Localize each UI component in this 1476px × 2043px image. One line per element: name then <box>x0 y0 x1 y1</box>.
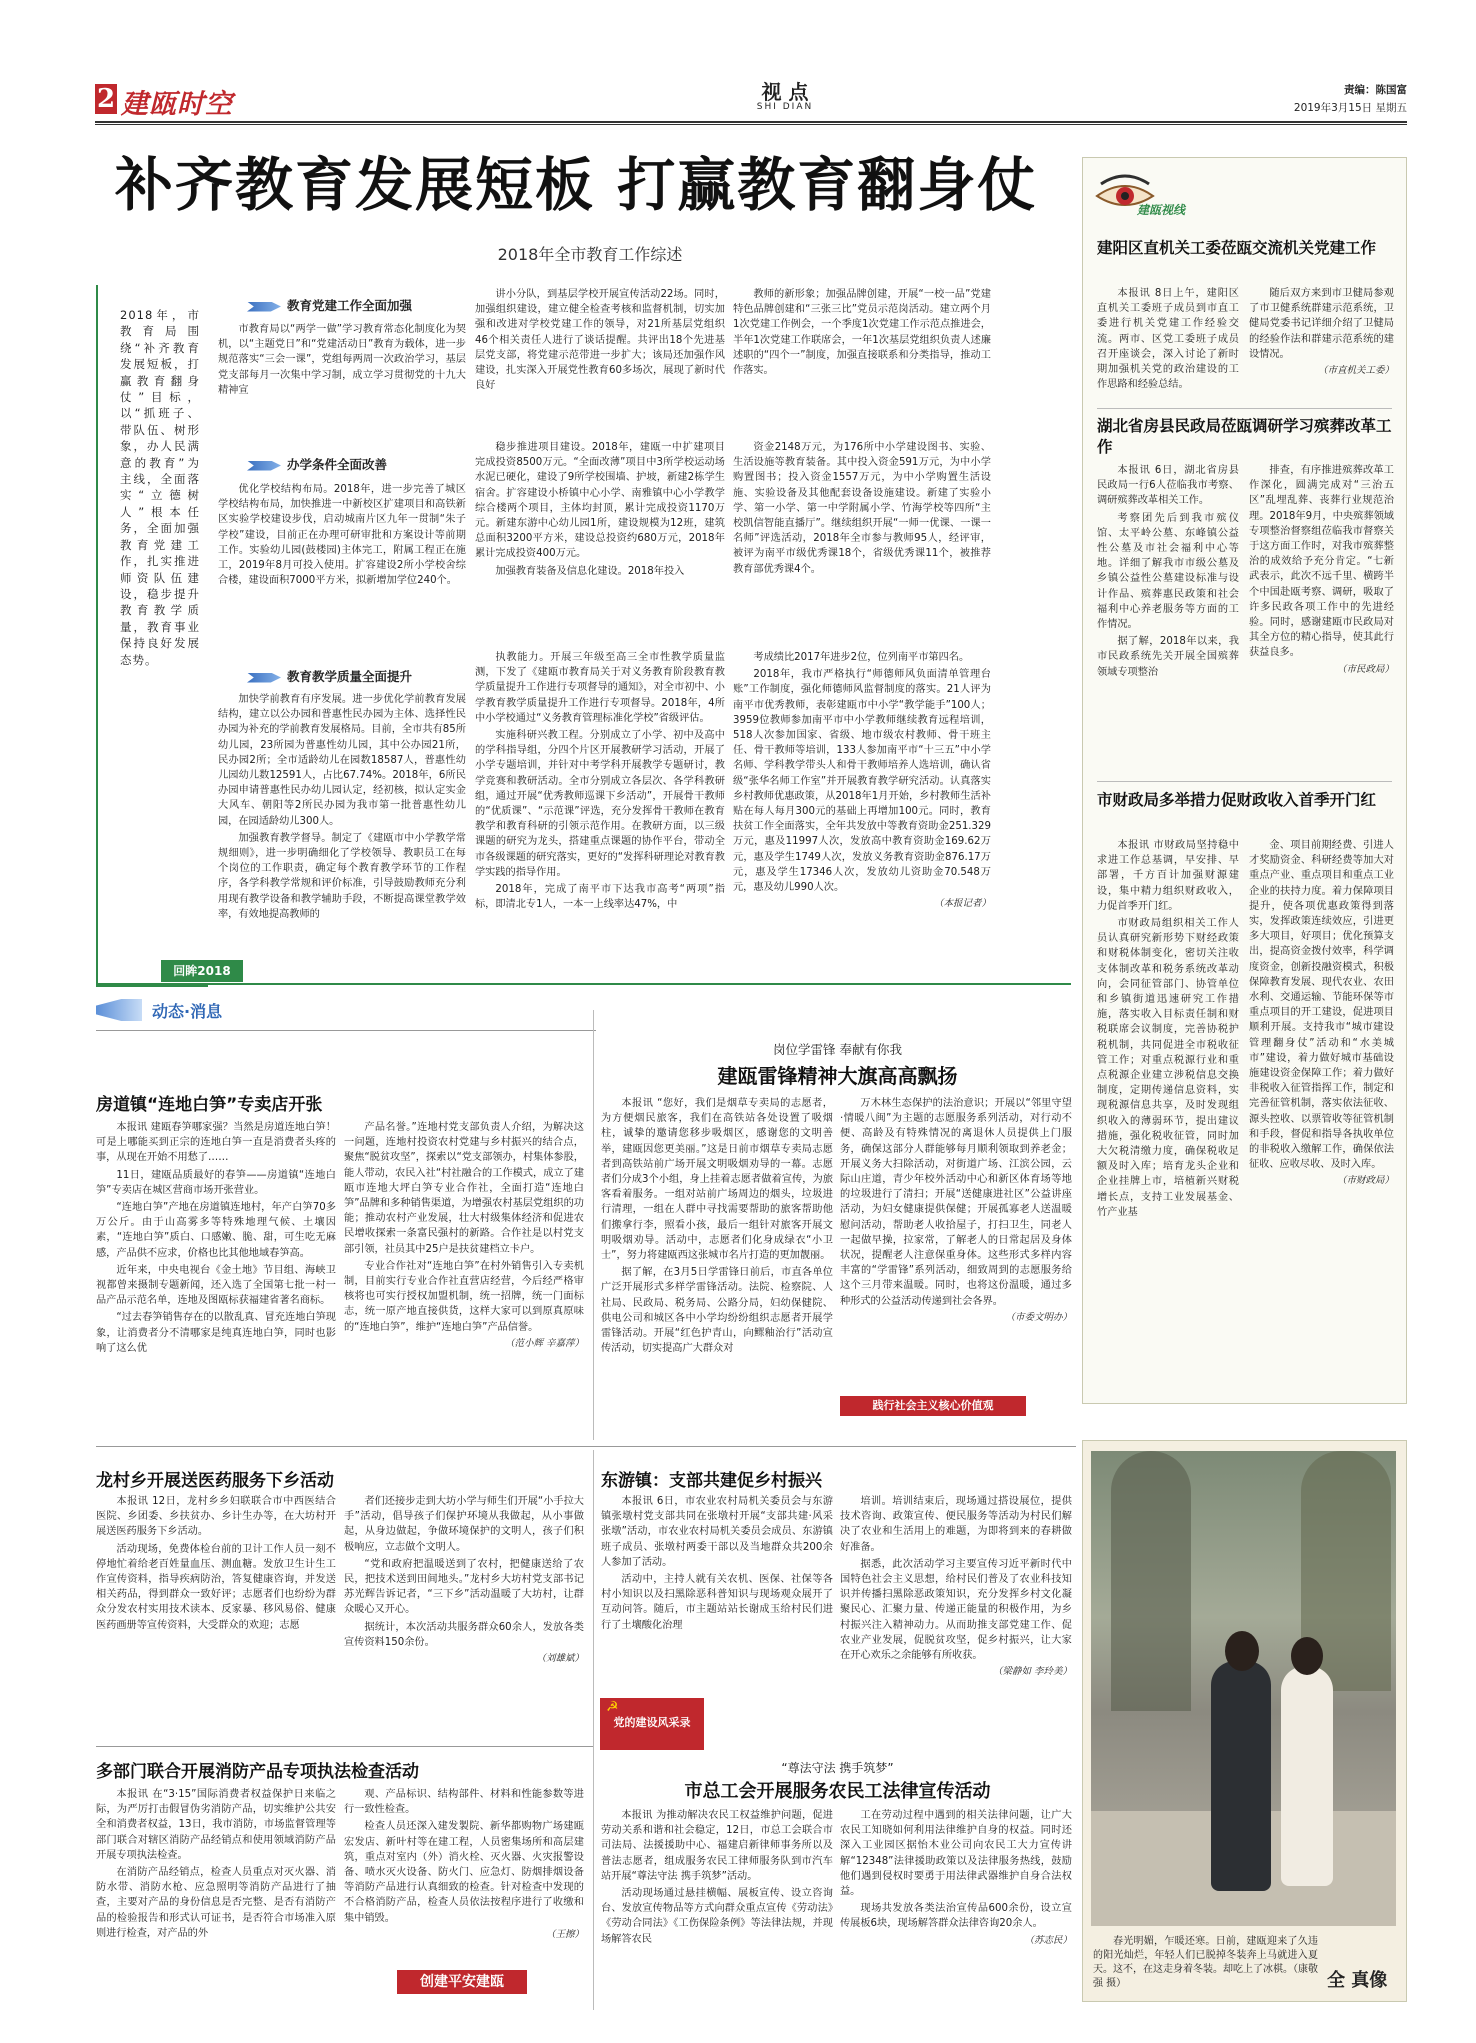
dongyou-badge: ☭ 党的建设风采录 <box>600 1698 704 1750</box>
leifeng-title: 建瓯雷锋精神大旗高高飘扬 <box>717 1064 958 1088</box>
dongyou-body-2: 培训。培训结束后，现场通过搭设展位，提供技术咨询、政策宣传、便民服务等活动为村民们解决了农业和生活用上的难题，为即将到来的春耕做好准备。 据悉，此次活动学习主要宣传习近平新时代中国特色社会主义思想，给村民们普及了农业科技知识并传播扫黑除恶政策知识，充分发挥乡村文化凝聚民心、汇聚力量、传递正能量的积极作用，为乡村振兴注入精神动力。从而助推支部党建工作、促农业产业发展，促脱贫攻坚，促乡村振兴，让大家在开心欢乐之余能够有所收获。 （梁静如 李玲美） <box>840 1496 1072 1678</box>
lead-col-b: 讲小分队，到基层学校开展宣传活动22场。同时，加强组织建设，建立健全检查考核和监督机制，切实加强和改进对学校党建工作的领导，对21所基层党组织46个相关责任人进行了谈话提醒。共评出18个先进基层党支部，将党建示范带进一步扩大；该局还加强作风建设，扎实深入开展党性教育60多场次，展现了新时代良好 <box>475 289 725 392</box>
fangdao-body-2: 产品名誉。”连地村党支部负责人介绍，为解决这一问题，连地村投资农村党建与乡村振兴的结合点，聚焦“脱贫攻坚”，探索以“党支部领办，村集体参股，能人带动，农民入社“村社融合的工作模式，成立了建瓯市连地大坪白笋专业合作社，全面打造“连地白笋”品牌和多种销售渠道，为增强农村基层党组织的功能；推动农村产业发展，壮大村级集体经济和促进农民增收探索一条富民强村的新路。合作社是以村党支部引领，社员其中25户是扶贫建档立卡户。 专业合作社对“连地白笋”在村外销售引入专卖机制，目前实行专业合作社直营店经营，今后经严格审核将也可实行授权加盟机制，统一招牌，统一门面标志，统一原产地直接供货，这样大家可以到原真原味的“连地白笋”，维护“连地白笋”产品信誉。 （范小辉 辛嘉萍） <box>344 1122 584 1349</box>
sidebar-article-3-title: 市财政局多举措力促财政收入首季开门红 <box>1097 791 1377 809</box>
lead-section-heading-3: 教育教学质量全面提升 <box>247 667 412 685</box>
sidebar-divider <box>1097 408 1392 409</box>
dongyou-body-1: 本报讯 6日，市农业农村局机关委员会与东游镇张墩村党支部共同在张墩村开展“支部共建·风采张墩”活动，市农业农村局机关委员会成员、东游镇班子成员、张墩村两委干部以及当地群众共200余人参加了活动。 活动中，主持人就有关农机、医保、社保等各村小知识以及扫黑除恶科普知识与现场观众展开了互动问答。随后，市主题站站长谢成玉给村民们进行了土壤酸化治理 <box>601 1496 833 1631</box>
union-title: 市总工会开展服务农民工法律宣传活动 <box>684 1781 991 1802</box>
fire-body-1: 本报讯 在“3·15”国际消费者权益保护日来临之际，为严厉打击假冒伪劣消防产品，切实维护公共安全和消费者权益，13日，我市消防，市场监督管理等部门联合对辖区消防产品经销点和使用领域消防产品开展专项执法检查。 在消防产品经销点，检查人员重点对灭火器、消防水带、消防水枪、应急照明等消防产品进行了抽查，主要对产品的身份信息是否完整、是否有消防产品的检验报告和形式认可证书，是否符合市场准入原则进行检查，对产品的外 <box>96 1789 336 1939</box>
fangdao-title: 房道镇“连地白笋”专卖店开张 <box>96 1095 323 1115</box>
person-figure <box>1211 1661 1271 1891</box>
fangdao-body-1: 本报讯 建瓯春笋哪家强？当然是房道连地白笋！可是上哪能买到正宗的连地白笋一直是消费者头疼的事，从现在开始不用愁了…… 11日，建瓯品质最好的春笋——房道镇“连地白笋”专卖店在城区营商市场开张营业。 “连地白笋”产地在房道镇连地村，年产白笋70多万公斤。由于山高雾多等特殊地理气候、土壤因素，“连地白笋”质白、口感嫩、脆、甜，可生吃无麻感，产品供不应求，价格也比其他地域春笋高。 近年来，中央电视台《金土地》节目组、海峡卫视都曾来摄制专题新闻，还入选了全国第七批一村一品产品示范名单，连地及图瓯标获福建省著名商标。 “过去春笋销售存在的以散乱真、冒充连地白笋现象，让消费者分不清哪家是纯真连地白笋，同时也影响了这么优 <box>96 1122 336 1354</box>
arrow-icon <box>247 673 281 683</box>
editor-line: 责编：陈国富 <box>1344 84 1407 96</box>
lead-section-heading-1: 教育党建工作全面加强 <box>247 296 412 314</box>
party-emblem-icon: ☭ <box>606 1699 619 1715</box>
review-badge <box>161 960 243 982</box>
page-number-badge <box>95 84 117 114</box>
leifeng-kicker: 岗位学雷锋 奉献有你我 <box>773 1042 902 1057</box>
leifeng-body-1: 本报讯 “您好，我们是烟草专卖局的志愿者，为方便烟民旅客，我们在高铁站各处设置了吸烟柱，诚挚的邀请您移步吸烟区，感谢您的文明善举，建瓯因您更美丽。”这是日前市烟草专卖局志愿者到高铁站前广场开展文明吸烟劝导的一幕。志愿者们分成3个小组，身上挂着志愿者做着宣传，为旅客看着服务。一组对站前广场周边的烟头，垃圾进行清理，一组在人群中寻找需要帮助的旅客帮助他们搬拿行李，照看小孩，最后一组针对旅客开展文明吸烟劝导。活动中，志愿者们化身成绿衣“小卫士”，努力将建瓯西这张城市名片打造的更加靓丽。 据了解，在3月5日学雷锋日前后，市直各单位广泛开展形式多样学雷锋活动。法院、检察院、人社局、民政局、税务局、公路分局，妇幼保健院、供电公司和城区各中小学均纷纷组织志愿者开展学雷锋活动。开展“红色护青山，向鳏釉治行”活动宣传活动，切实提高广大群众对 <box>601 1098 833 1355</box>
lead-col-c3: 考成绩比2017年进步2位，位列南平市第四名。 2018年，我市严格执行“师德师风负面清单管理台账”工作制度，强化师德师风监督制度的落实。21人评为南平市优秀教师，表彰建瓯市中小学“教学能手”100人；3959位教师参加南平市中小学教师继续教育远程培训，518人次参加国家、省级、地市级农村教师、骨干班主任、骨干教师等培训，133人参加南平市“十三五”中小学名师、学科教学带头人和骨干教师培养人选培训，确认省级“张华名师工作室”并开展教育教学研究活动。认真落实乡村教师优惠政策，从2018年1月开始，乡村教师生活补贴在每人每月300元的基础上再增加100元。同时，教育扶贫工作全面落实，全年共发放中等教育资助金251.329万元，惠及11997人次，发放高中教育资助金169.62万元，惠及学生1749人次，发放义务教育资助金876.17万元，惠及学生17346人次，发放幼儿资助金70.548万元，惠及幼儿990人次。 （本报记者） <box>733 652 991 910</box>
lead-col-a: 市教育局以“两学一做”学习教育常态化制度化为契机，以“主题党日”和“党建活动日”教育为载体，进一步规范落实“三会一课”，党组每两周一次政治学习，基层党支部每月一次集中学习制，成立学习贯彻党的十九大精神宣 <box>218 324 466 396</box>
leifeng-banner: 践行社会主义核心价值观 <box>840 1396 1026 1416</box>
sidebar-article-3-body-2: 金、项目前期经费、引进人才奖励资金、科研经费等加大对重点产业、重点项目和重点工业企业的扶持力度。着力保障项目提升，使各项优惠政策得到落实，发挥政策连续效应，引进更多大项目，好项目；优化预算支出，提高资金拨付效率，科学调度资金，创新投融资模式，积极保障教育发展、现代农业、农田水利、交通运输、节能环保等市重点项目的开工建设，促进项目顺利开展。支持我市“城市建设管理翻身仗”活动和“水美城市”建设，着力做好城市基础设施建设资金保障工作；着力做好非税收入征管指挥工作，制定和完善征管机制，落实依法征收、源头控收、以票管收等征管机制和手段，督促和指导各执收单位的非税收入缴解工作，确保依法征收、应收尽收、及时入库。 （市财政局） <box>1249 840 1394 1187</box>
fire-title: 多部门联合开展消防产品专项执法检查活动 <box>96 1762 419 1782</box>
column-divider <box>593 1450 594 2010</box>
person-head <box>1291 1637 1323 1675</box>
lead-intro-box <box>96 285 208 987</box>
masthead-rule-thin <box>95 124 1407 125</box>
section-title: 视 点 <box>761 80 809 104</box>
union-body-1: 本报讯 为推动解决农民工权益维护问题，促进劳动关系和谐和社会稳定，12日，市总工会联合市司法局、法援援助中心、福建启新律师事务所以及普法志愿者，组成服务农民工律师服务队到市汽车站开展“尊法守法 携手筑梦”活动。 活动现场通过悬挂横幅、展板宣传、设立咨询台、发放宣传物品等方式向群众重点宣传《劳动法》《劳动合同法》《工伤保险条例》等法律法规，并现场解答农民 <box>601 1810 833 1945</box>
sidebar-panel <box>1082 157 1407 1404</box>
sidebar-divider <box>1097 781 1392 782</box>
dongyou-title: 东游镇：支部共建促乡村振兴 <box>601 1471 822 1491</box>
longcun-body-1: 本报讯 12日，龙村乡乡妇联联合市中西医结合医院、乡团委、乡扶贫办、乡计生办等，在大坊村开展送医药服务下乡活动。 活动现场，免费体检台前的卫计工作人员一刻不停地忙着给老百姓量血压、测血糖。发放卫生计生工作宣传资料，指导疾病防治，答复健康咨询，并发送相关药品，得到群众一致好评；志愿者们也纷纷为群众分发农村实用技术读本、反家暴、移风易俗、健康医药画册等宣传资料，大受群众的欢迎；志愿 <box>96 1496 336 1631</box>
masthead <box>95 80 1407 118</box>
lead-col-c2: 资金2148万元，为176所中小学建设图书、实验、生活设施等教育装备。其中投入资金591万元，为中小学购置图书；投入资金1557万元，为中小学购置生活设施、实验设备及其他配套设备设施建设。新建了实验小学、第一小学、第一中学附属小学、竹海学校等四所“主校凯信智能直播厅”。继续组织开展“一师一优课、一课一名师”评选活动，2018年全市参与教师95人，经评审，被评为南平市级优秀课18个，省级优秀课11个，被推荐教育部优秀课4个。 <box>733 442 991 575</box>
lead-subtitle: 2018年全市教育工作综述 <box>497 245 683 264</box>
lead-col-b3: 执教能力。开展三年级至高三全市性教学质量监测，下发了《建瓯市教育局关于对义务教育阶段教育教学质量提升工作进行专项督导的通知》，对全市初中、小学教育教学质量提升工作进行专项督导。2018年，4所中小学校通过“义务教育管理标准化学校”省级评估。 实施科研兴教工程。分别成立了小学、初中及高中的学科指导组，分四个片区开展教研学习活动，开展了小学专题培训，并针对中考学科开展教学专题研讨，教学竞赛和教研活动。全市分别成立各层次、各学科教研组，通过开展“优秀教师巡课下乡活动”，开展骨干教师的“优质课”、“示范课”评选，充分发挥骨干教师在教育教学和教育科研的引领示范作用。在教研方面，以三级课题的研究为龙头，搭建重点课题的协作平台，带动全市各级课题的研究落实，更好的“发挥科研理论对教育教学实践的指导作用。 2018年，完成了南平市下达我市高考“两项”指标，即清北专1人，一本一上线率达47%，中 <box>475 652 725 911</box>
tree-shape <box>1111 1451 1191 1711</box>
sidebar-article-2-title: 湖北省房县民政局莅瓯调研学习殡葬改革工作 <box>1097 417 1392 456</box>
sidebar-logo-text: 建瓯视线 <box>1137 203 1186 217</box>
lead-section-heading-2: 办学条件全面改善 <box>247 455 387 473</box>
lead-intro: 2018年，市教育局围绕“补齐教育发展短板，打赢教育翻身仗”目标，以“抓班子、带队伍、树形象，办人民满意的教育”为主线，全面落实“立德树人”根本任务，全面加强教育党建工作，扎实推进师资队伍建设，稳步提升教育教学质量，教育事业保持良好发展态势。 <box>120 308 200 667</box>
fire-badge: 创建平安建瓯 <box>397 1970 527 1994</box>
person-head <box>1225 1631 1259 1671</box>
sidebar-article-1-body-2: 随后双方来到市卫健局参观了市卫健系统群建示范系统，卫健局党委书记详细介绍了卫健局的经验作法和群建示范系统的建设情况。 （市直机关工委） <box>1249 288 1394 377</box>
lead-col-a2: 优化学校结构布局。2018年，进一步完善了城区学校结构布局，加快推进一中新校区扩建项目和高铁新区实验学校建设步伐，启动城南片区九年一贯制“朱子学校”建设，目前正在办理可研审批和方案设计等前期工作。实验幼儿园(鼓楼园)主体完工，附属工程正在施工，2019年8月可投入使用。扩容建设2所小学校舍综合楼，建设面积7000平方米，拟新增加学位240个。 <box>218 484 466 587</box>
lead-col-c: 教师的新形象；加强品牌创建，开展“一校一品”党建特色品牌创建和“三张三比”党员示范岗活动。建立两个月1次党建工作例会，一个季度1次党建工作示范点推进会，半年1次党建工作联席会，一年1次基层党组织负责人述廉述职的“四个一”制度，加强直接联系和分类指导，推动工作落实。 <box>733 289 991 377</box>
section-rule <box>96 1446 1076 1447</box>
longcun-body-2: 者们还接步走到大坊小学与师生们开展“小手拉大手”活动，倡导孩子们保护环境从我做起，从小事做起，从身边做起，争做环境保护的文明人，孩子们积极响应，立志做个文明人。 “党和政府把温暖送到了农村，把健康送给了农民，把技术送到田间地头。”龙村乡大坊村党支部书记苏光辉告诉记者，“三下乡”活动温暖了大坊村，让群众暖心又开心。 据统计，本次活动共服务群众60余人，发放各类宣传资料150余份。 （刘雄斌） <box>344 1496 584 1665</box>
date-line: 2019年3月15日 星期五 <box>1293 102 1407 114</box>
longcun-title: 龙村乡开展送医药服务下乡活动 <box>96 1471 334 1491</box>
arrow-icon <box>247 302 281 312</box>
sidebar-article-1-body: 本报讯 8日上午，建阳区直机关工委班子成员到市直工委进行机关党建工作经验交流。两市、区党工委班子成员召开座谈会，深入讨论了新时期加强机关党的政治建设的工作思路和经验总结。 <box>1097 288 1239 391</box>
column-divider <box>593 1010 594 1440</box>
sidebar-article-3-body: 本报讯 市财政局坚持稳中求进工作总基调，早安排、早部署，千方百计加强财源建设，集中精力组织财政收入，力促首季开门红。 市财政局组织相关工作人员认真研究新形势下财经政策和财税体制变化，密切关注收支体制改革和税务系统改革动向，会同征管部门、协管单位和乡镇街道迅速研究工作措施，落实收入目标责任制和财税联席会议制度，完善协税护税机制，共同促进全市税收征管工作；对重点税源行业和重点税源企业建立涉税信息交换制度，定期传递信息资料，实现税源信息共享，及时发现组织收入的薄弱环节，提出建议措施，强化税收征管，同时加大欠税清缴力度，确保税收足额及时入库；培育龙头企业和企业挂牌上市，培植新兴财税增长点，支持工业发展基金、竹产业基 <box>1097 840 1239 1218</box>
lead-col-a3: 加快学前教育有序发展。进一步优化学前教育发展结构，建立以公办园和普惠性民办园为主体、选择性民办园为补充的学前教育发展格局。目前，全市共有85所幼儿园，23所园为普惠性幼儿园，其中公办园21所，民办园2所；全市适龄幼儿在园数18587人，普惠性幼儿园幼儿数12591人，占比67.74%。2018年，6所民办园申请普惠性民办幼儿园认定，经初核，拟认定实金大风车、朝阳等2所民办园为我市第一批普惠性幼儿园，在园适龄幼儿300人。 加强教育教学督导。制定了《建瓯市中小学教学常规细则》，进一步明确细化了学校领导、教职员工在每个岗位的工作职责，确定每个教育教学环节的工作程序，各学科教学常规和评价标准，引导鼓励教师充分利用现有教学设备和教学辅助手段，不断提高课堂教学效率，有效地提高教师的 <box>218 694 466 920</box>
review-badge-label: 回眸2018 <box>173 964 231 978</box>
section-pinyin: SHI DIAN <box>756 102 814 112</box>
sidebar-article-2-body: 本报讯 6日，湖北省房县民政局一行6人莅临我市考察、调研殡葬改革相关工作。 考察团先后到我市殡仪馆、太平岭公墓、东峰镇公益性公墓及市社会福利中心等地。详细了解我市市级公墓及乡镇公益性公墓建设标准与设计作品、殡葬惠民政策和社会福利中心养老服务等方面的工作情况。 据了解，2018年以来，我市民政系统先关开展全国殡葬领域专项整治 <box>1097 465 1239 678</box>
section-rule <box>96 1746 593 1747</box>
fire-body-2: 观、产品标识、结构部件、材料和性能参数等进行一致性检查。 检查人员还深入建发製院、新华都购物广场建瓯宏发店、新叶村等在建工程，人员密集场所和高层建筑，重点对室内（外）消火栓、灭火器、火灾报警设备、喷水灭火设备、防火门、应急灯、防烟排烟设备等消防产品进行认真细致的检查。针对检查中发现的不合格消防产品，检查人员依法按程序进行了收缴和集中销毁。 （王擦） <box>344 1789 584 1940</box>
sidebar-article-1-title: 建阳区直机关工委莅瓯交流机关党建工作 <box>1097 239 1377 257</box>
page-number: 2 <box>96 84 116 114</box>
lead-byline: （本报记者） <box>933 898 991 910</box>
news-header-title: 动态·消息 <box>152 1002 223 1021</box>
lead-title: 补齐教育发展短板 打赢教育翻身仗 <box>115 151 1038 219</box>
photo-caption: 春光明媚，乍暖还寒。日前，建瓯迎来了久违的阳光灿烂，年轻人们已脱掉冬装奔上马就进入夏天。这不，在这走身着冬装。却吃上了冰棋。（康敬强 摄） <box>1093 1936 1318 1989</box>
news-header-rule <box>96 1030 596 1031</box>
masthead-rule <box>95 121 1407 123</box>
union-body-2: 工在劳动过程中遇到的相关法律问题，让广大农民工知晓如何利用法律维护自身的权益。同时还深入工业园区据怡木业公司向农民工大力宣传讲解“12348”法律援助政策以及法律服务热线，鼓励他们遇到侵权时要勇于用法律武器维护自身合法权益。 现场共发放各类法治宣传品600余份，设立宣传展板6块，现场解答群众法律咨询20余人。 （苏志民） <box>840 1810 1072 1946</box>
union-kicker: “尊法守法 携手筑梦” <box>781 1761 894 1775</box>
leifeng-body-2: 万木林生态保护的法治意识；开展以“邻里守望·情暖八闽”为主题的志愿服务系列活动，对行动不便、高龄及有特殊情况的离退休人员提供上门服务，确保这部分人群能够每月顺利领取到养老金；开展义务大扫除活动，对街道广场、江滨公园，云际山庄道，青少年校外活动中心和新区体育场等地的垃圾进行了清扫；开展“送健康进社区”公益讲座活动，为妇女健康提供保健；开展孤寡老人送温暖慰问活动，帮助老人收拾屋子，打扫卫生，同老人一起做早操，拉家常，了解老人的日常起居及身体状况，提醒老人注意保重身体。这些形式多样内容丰富的“学雷锋”系列活动，细致周到的志愿服务给这个三月带来温暖。同时，也将这份温暖，通过多种形式的公益活动传递到社会各界。 （市委文明办） <box>840 1098 1072 1323</box>
sidebar-logo <box>1095 174 1195 216</box>
lead-col-b2: 稳步推进项目建设。2018年，建瓯一中扩建项目完成投资8500万元。“全面改薄”项目中3所学校运动场水泥已硬化，建设了9所学校围墙、护坡，新建2栋学生宿舍。扩容建设小桥镇中心小学、南雅镇中心小学教学综合楼两个项目，主体均封顶，累计完成投资1170万元。新建东游中心幼儿园1所，建设规模为12班，建筑总面积3200平方米，建设总投资约680万元，2018年累计完成投资400万元。 加强教育装备及信息化建设。2018年投入 <box>475 442 725 577</box>
news-header <box>96 997 396 1025</box>
paper-name: 建瓯时空 <box>121 89 233 120</box>
arrow-icon <box>247 461 281 471</box>
photo-frame <box>1082 1440 1407 2002</box>
person-figure <box>1281 1666 1333 1886</box>
sidebar-article-2-body-2: 排查，有序推进殡葬改革工作深化，圆满完成对“三治五区”乱埋乱葬、丧葬行业规范治理。2018年9月，中央殡葬领域专项整治督察组莅临我市督察关于这方面工作时，对我市殡葬整治的成效给予充分肯定。“七新武表示，此次不远千里、横跨半个中国赴瓯考察、调研，吸取了许多民政各项工作中的先进经验。同时，感谢建瓯市民政局对其全方位的精心指导，使其此行获益良多。 （市民政局） <box>1249 465 1394 675</box>
photo-badge: 全 真像 <box>1327 1970 1388 1991</box>
street-photo <box>1091 1451 1396 1926</box>
megaphone-icon <box>96 999 142 1021</box>
lead-bottom-rule <box>96 983 1071 985</box>
